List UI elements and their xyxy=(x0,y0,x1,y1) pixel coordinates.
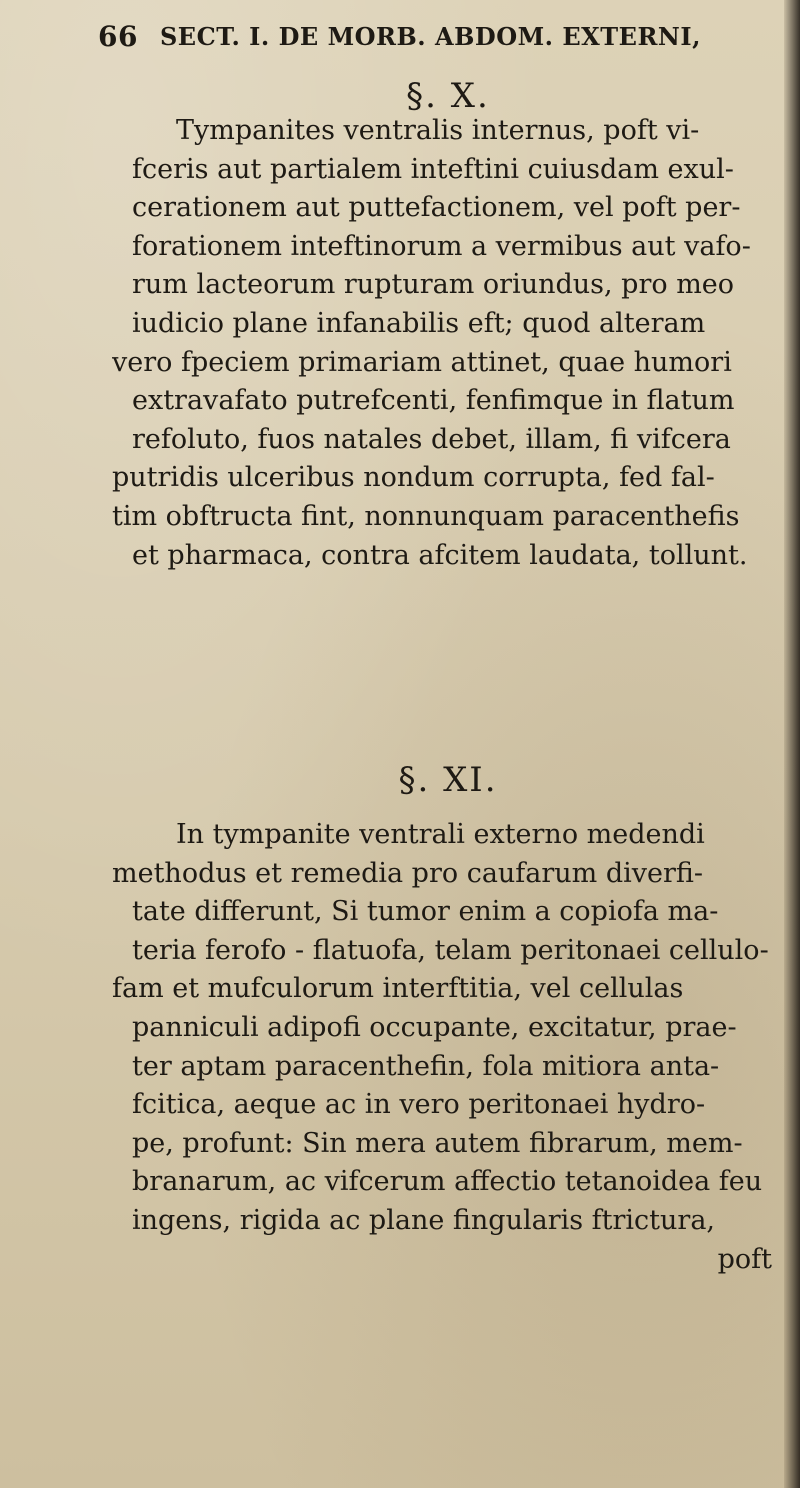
text-line: branarum, ac vifcerum affectio tetanoidea feu xyxy=(132,1166,763,1198)
page-number: 66 xyxy=(98,19,138,53)
text-line: tate differunt, Si tumor enim a copiofa ma- xyxy=(132,896,719,928)
catchword: poft xyxy=(717,1243,772,1275)
section-heading-x: §. X. xyxy=(406,76,490,116)
text-line: cerationem aut puttefactionem, vel poft per- xyxy=(132,192,741,224)
text-line: fcitica, aeque ac in vero peritonaei hydro- xyxy=(132,1089,706,1121)
text-line: extravafato putrefcenti, fenfimque in flatum xyxy=(132,385,735,417)
text-line: rum lacteorum rupturam oriundus, pro meo xyxy=(132,269,735,301)
text-line: methodus et remedia pro caufarum diverfi- xyxy=(112,857,704,889)
page-header xyxy=(98,6,748,66)
text-line: iudicio plane infanabilis eft; quod alteram xyxy=(132,307,706,339)
text-line: vero fpeciem primariam attinet, quae humori xyxy=(112,346,732,378)
text-line: Tympanites ventralis internus, poft vi- xyxy=(176,115,700,146)
text-line: In tympanite ventrali externo medendi xyxy=(176,819,705,850)
text-line: fceris aut partialem inteftini cuiusdam exul- xyxy=(132,153,734,185)
text-line: teria ferofo - flatuofa, telam peritonaei cellulo- xyxy=(132,934,769,966)
text-line: tim obftructa fint, nonnunquam paracenthefis xyxy=(112,500,740,532)
text-line: fam et mufculorum interftitia, vel cellulas xyxy=(112,973,684,1005)
text-line: ingens, rigida ac plane fingularis ftrictura, xyxy=(132,1204,716,1236)
text-line: refoluto, fuos natales debet, illam, fi vifcera xyxy=(132,423,731,455)
text-line: ter aptam paracenthefin, fola mitiora anta- xyxy=(132,1050,720,1082)
running-title: SECT. I. DE MORB. ABDOM. EXTERNI, xyxy=(159,21,701,51)
text-line: putridis ulceribus nondum corrupta, fed fal- xyxy=(112,462,715,494)
paragraph-tympanites-internus xyxy=(112,112,792,575)
text-line: et pharmaca, contra afcitem laudata, tollunt. xyxy=(132,539,748,571)
text-line: panniculi adipofi occupante, excitatur, prae- xyxy=(132,1011,737,1043)
paragraph-tympanites-externus xyxy=(112,816,792,1279)
section-heading-xi: §. XI. xyxy=(398,760,498,800)
text-line: pe, profunt: Sin mera autem fibrarum, mem- xyxy=(132,1127,743,1159)
text-line: forationem inteftinorum a vermibus aut vafo- xyxy=(132,230,751,262)
